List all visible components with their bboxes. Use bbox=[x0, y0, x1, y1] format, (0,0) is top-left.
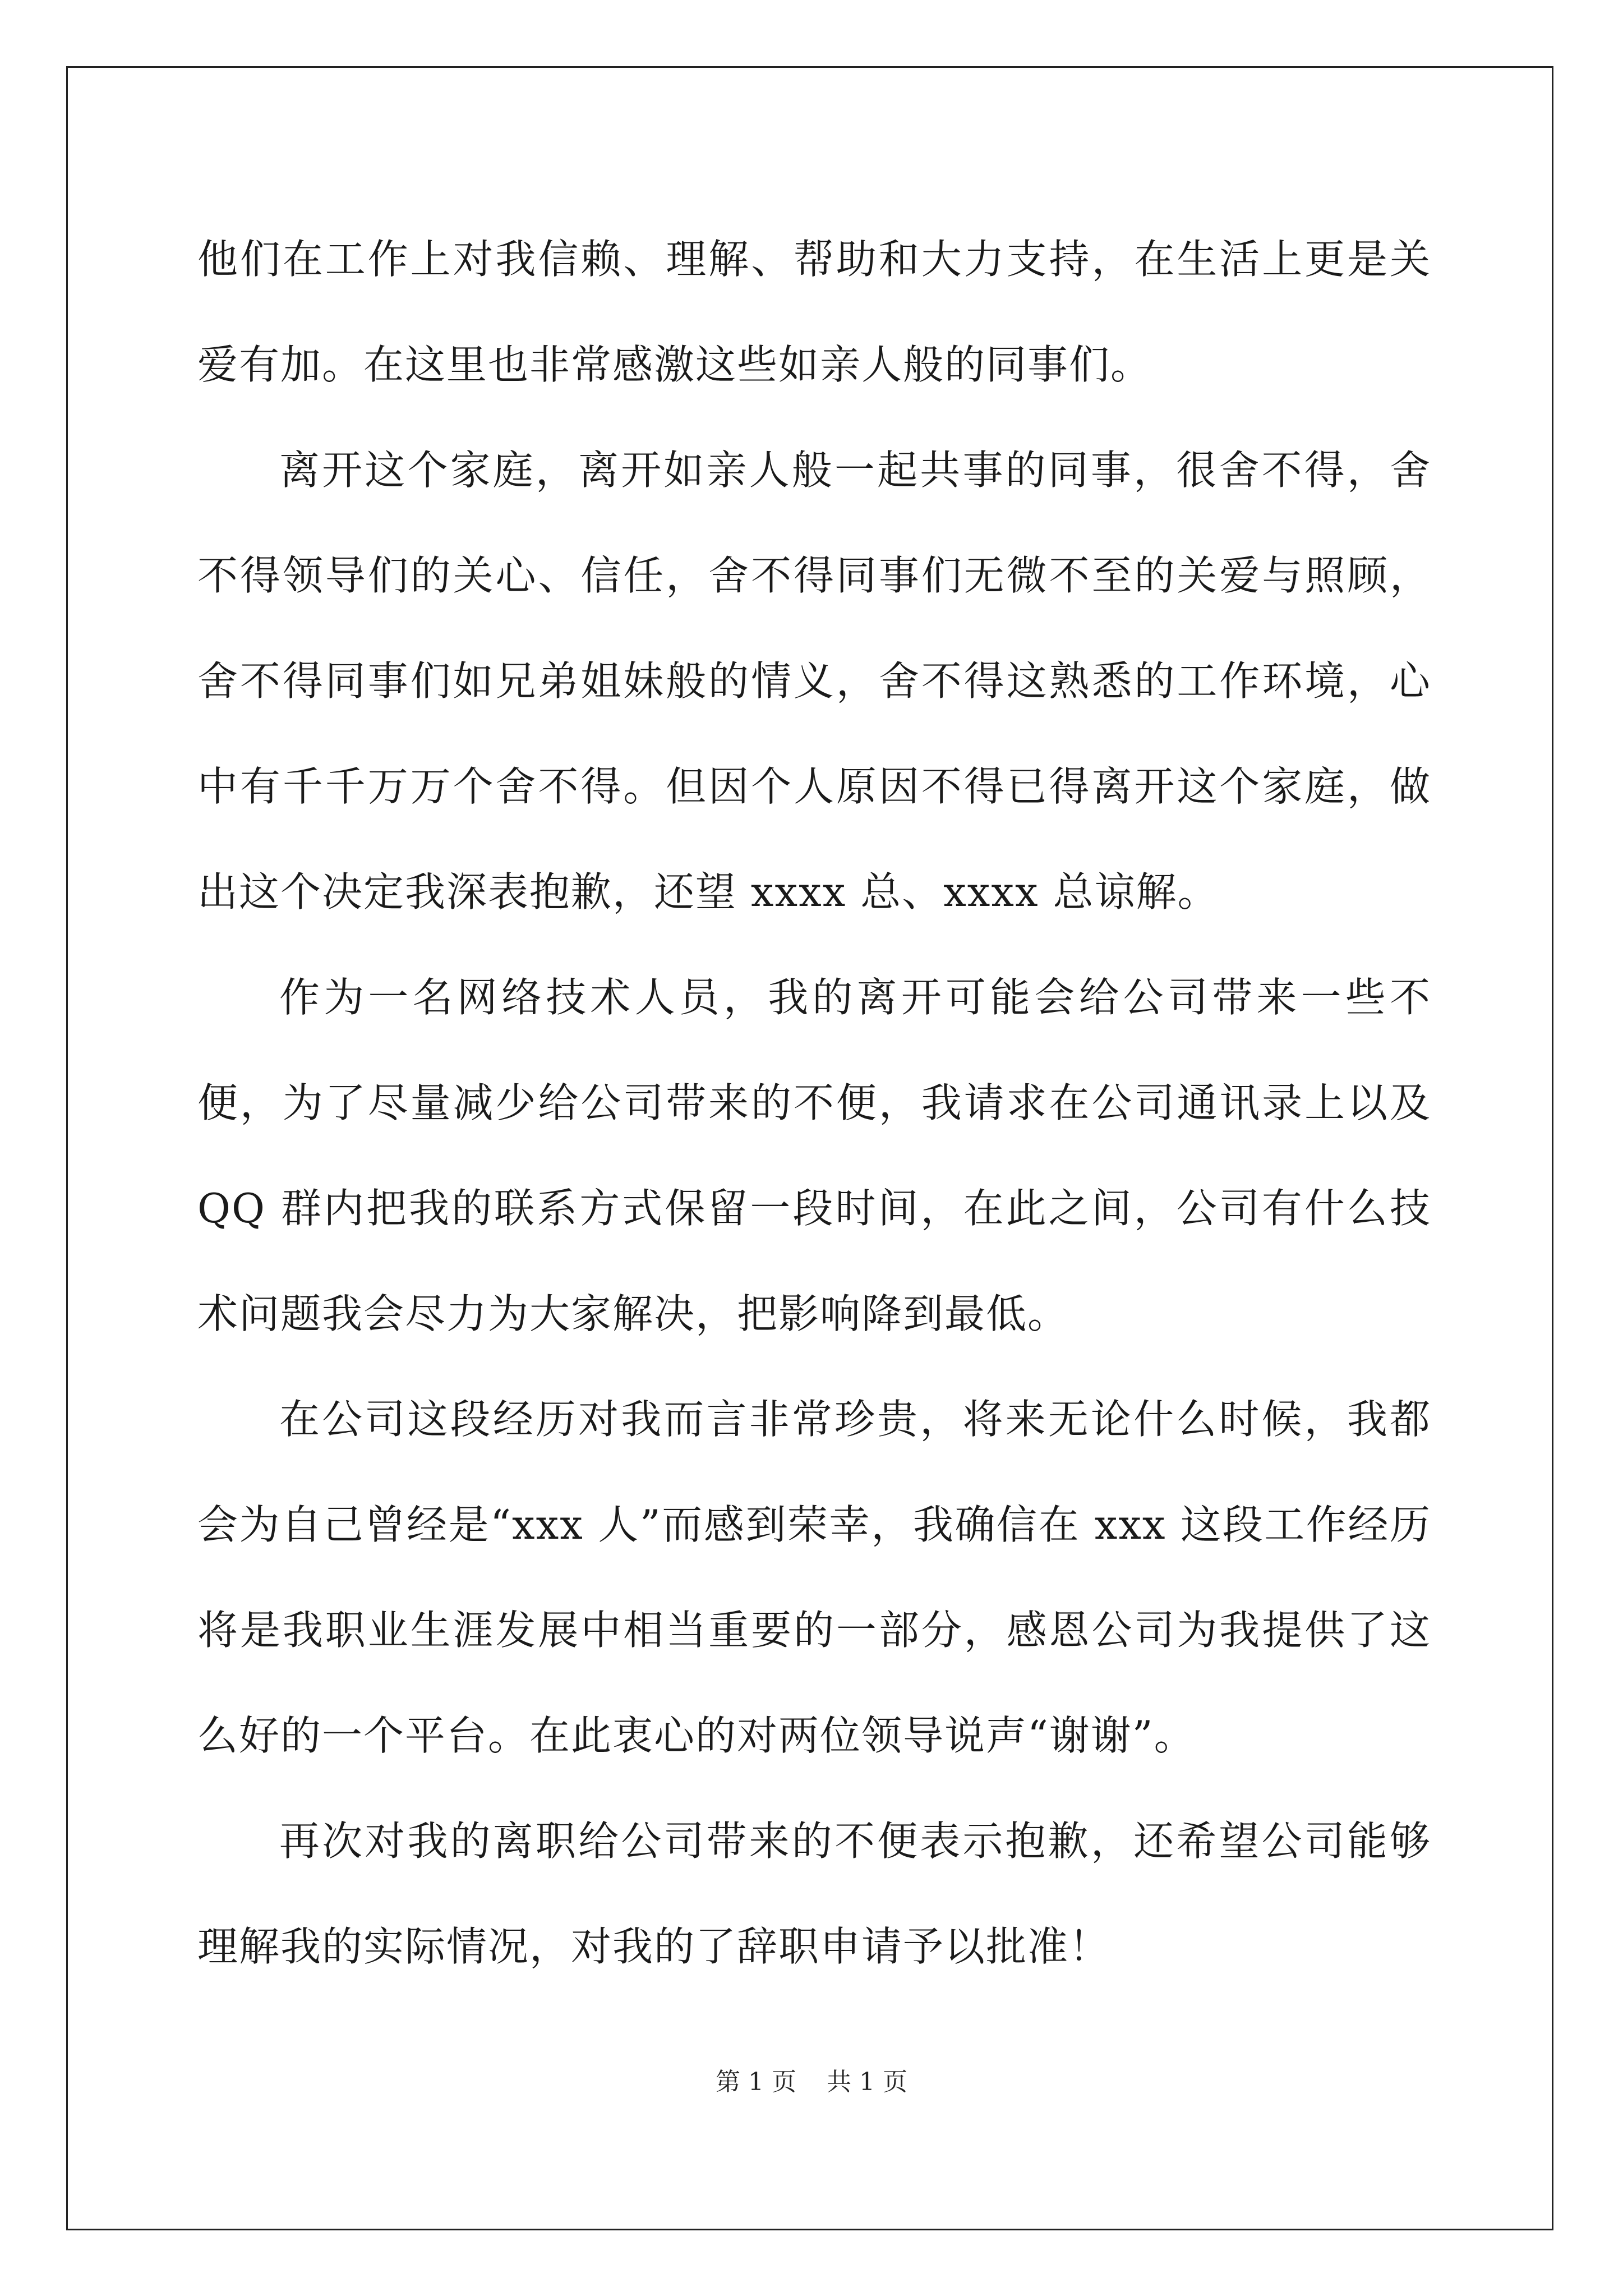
document-body bbox=[197, 206, 1431, 1999]
page-total: 共 1 页 bbox=[827, 2068, 907, 2096]
paragraph: 在公司这段经历对我而言非常珍贵，将来无论什么时候，我都会为自己曾经是“xxx 人”而感到荣幸，我确信在 xxx 这段工作经历将是我职业生涯发展中相当重要的一部分，感恩公司为我提供了这么好的一个平台。在此衷心的对两位领导说声“谢谢”。 bbox=[197, 1396, 1431, 1759]
paragraph: 离开这个家庭，离开如亲人般一起共事的同事，很舍不得，舍不得领导们的关心、信任，舍不得同事们无微不至的关爱与照顾，舍不得同事们如兄弟姐妹般的情义，舍不得这熟悉的工作环境，心中有千千万万个舍不得。但因个人原因不得已得离开这个家庭，做出这个决定我深表抱歉，还望 xxxx 总、xxxx 总谅解。 bbox=[197, 447, 1431, 915]
paragraph: 作为一名网络技术人员，我的离开可能会给公司带来一些不便，为了尽量减少给公司带来的不便，我请求在公司通讯录上以及 QQ 群内把我的联系方式保留一段时间，在此之间，公司有什么技术问题我会尽力为大家解决，把影响降到最低。 bbox=[197, 974, 1431, 1337]
paragraph: 再次对我的离职给公司带来的不便表示抱歉，还希望公司能够理解我的实际情况，对我的了辞职申请予以批准！ bbox=[197, 1818, 1431, 1970]
page-footer bbox=[0, 2065, 1623, 2099]
page-number: 第 1 页 bbox=[716, 2068, 796, 2096]
paragraph-continuation: 他们在工作上对我信赖、理解、帮助和大力支持，在生活上更是关爱有加。在这里也非常感激这些如亲人般的同事们。 bbox=[197, 236, 1431, 388]
